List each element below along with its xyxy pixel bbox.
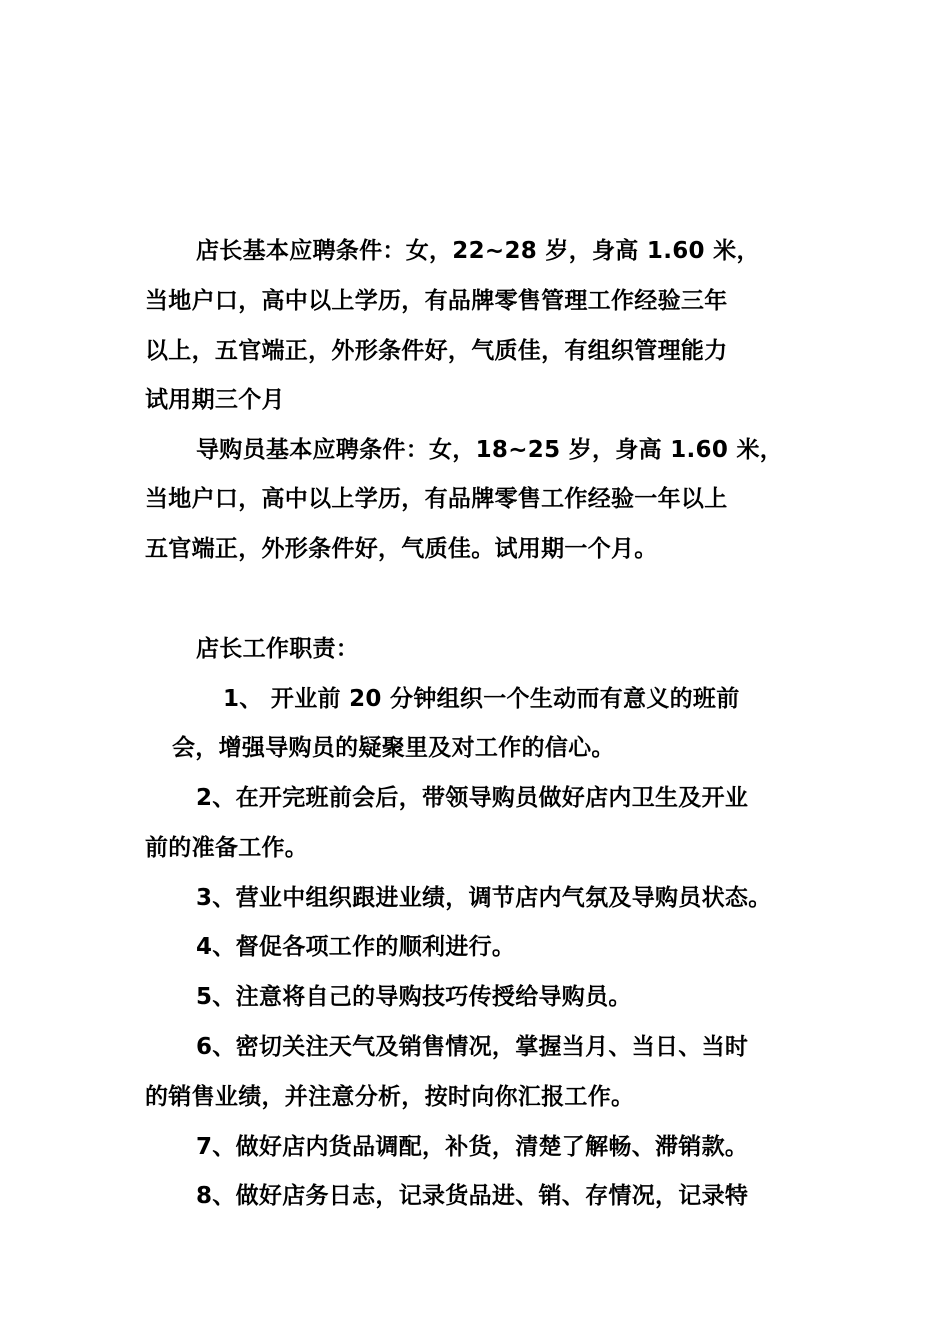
duty-item-3: 3、营业中组织跟进业绩，调节店内气氛及导购员状态。 <box>196 885 772 911</box>
duty-item-6-line-1: 6、密切关注天气及销售情况，掌握当月、当日、当时 <box>196 1034 749 1060</box>
duty-item-8-line-1: 8、做好店务日志，记录货品进、销、存情况，记录特 <box>196 1183 749 1209</box>
manager-requirements-line-3: 以上，五官端正，外形条件好，气质佳，有组织管理能力 <box>145 338 728 364</box>
duty-item-2-line-2: 前的准备工作。 <box>145 835 309 861</box>
guide-requirements-line-1: 导购员基本应聘条件：女，18~25 岁，身高 1.60 米， <box>196 437 784 463</box>
manager-requirements-line-4: 试用期三个月 <box>145 387 285 413</box>
duty-item-1-line-2: 会，增强导购员的疑聚里及对工作的信心。 <box>172 735 615 761</box>
duty-item-4: 4、督促各项工作的顺利进行。 <box>196 934 516 960</box>
duty-item-2-line-1: 2、在开完班前会后，带领导购员做好店内卫生及开业 <box>196 785 749 811</box>
guide-requirements-line-2: 当地户口，高中以上学历，有品牌零售工作经验一年以上 <box>145 486 728 512</box>
duty-item-7: 7、做好店内货品调配，补货，清楚了解畅、滞销款。 <box>196 1134 749 1160</box>
duties-heading: 店长工作职责： <box>196 636 360 662</box>
duty-item-5: 5、注意将自己的导购技巧传授给导购员。 <box>196 984 632 1010</box>
duty-item-1-line-1: 1、 开业前 20 分钟组织一个生动而有意义的班前 <box>223 686 740 712</box>
guide-requirements-line-3: 五官端正，外形条件好，气质佳。试用期一个月。 <box>145 536 658 562</box>
manager-requirements-line-2: 当地户口，高中以上学历，有品牌零售管理工作经验三年 <box>145 288 728 314</box>
manager-requirements-line-1: 店长基本应聘条件：女，22~28 岁，身高 1.60 米， <box>196 238 760 264</box>
duty-item-6-line-2: 的销售业绩，并注意分析，按时向你汇报工作。 <box>145 1084 635 1110</box>
